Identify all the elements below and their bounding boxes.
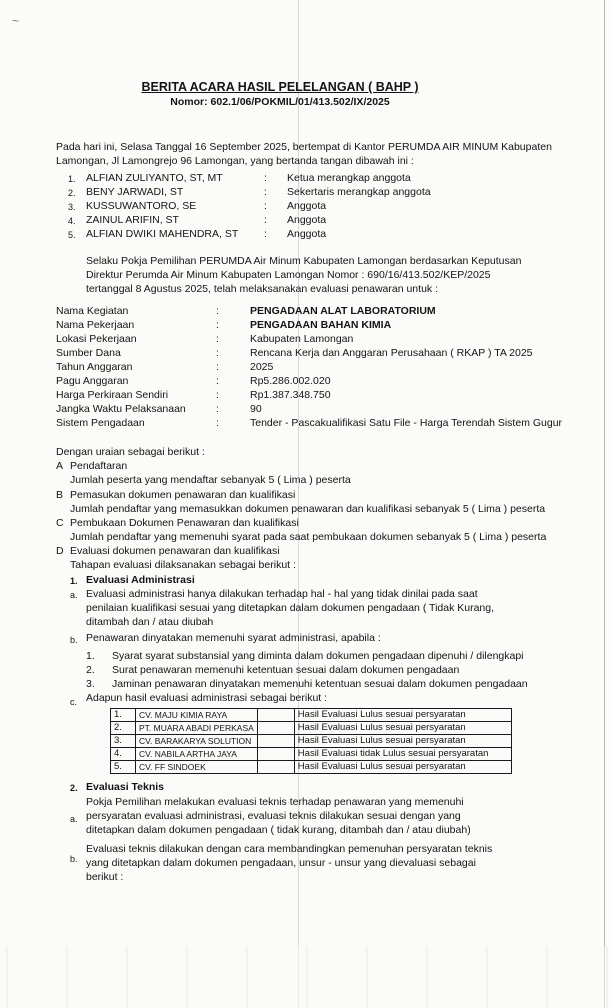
detail-label: Lokasi Pekerjaan xyxy=(56,333,137,345)
result-spacer xyxy=(257,722,294,735)
section-letter: A xyxy=(56,460,64,472)
result-no: 4. xyxy=(111,748,136,761)
result-company: CV. BARAKARYA SOLUTION xyxy=(136,735,258,748)
detail-label: Pagu Anggaran xyxy=(56,375,129,387)
result-spacer xyxy=(257,748,294,761)
detail-label: Sistem Pengadaan xyxy=(56,417,145,429)
requirement-no: 2. xyxy=(86,664,95,676)
admin-b-text: Penawaran dinyatakan memenuhi syarat administrasi, apabila : xyxy=(86,632,381,644)
intro-paragraph: Pada hari ini, Selasa Tanggal 16 September 2025, bertempat di Kantor PERUMDA AIR MINUM Kabupaten Lamongan, Jl Lamongrejo 96 Lamongan, yang bertanda tangan dibawah ini : xyxy=(56,141,552,167)
document-number: Nomor: 602.1/06/POKMIL/01/413.502/IX/2025 xyxy=(170,96,390,108)
scan-mark: ~ xyxy=(12,14,20,28)
section-title: Pendaftaran xyxy=(70,460,128,472)
result-status: Hasil Evaluasi Lulus sesuai persyaratan xyxy=(294,722,511,735)
member-no: 1. xyxy=(68,174,76,184)
detail-sep: : xyxy=(216,375,219,387)
result-no: 5. xyxy=(111,761,136,774)
table-row xyxy=(111,735,512,748)
member-role: Anggota xyxy=(287,200,327,212)
section-title: Evaluasi dokumen penawaran dan kualifikasi xyxy=(70,545,280,557)
result-no: 3. xyxy=(111,735,136,748)
result-status: Hasil Evaluasi Lulus sesuai persyaratan xyxy=(294,709,511,722)
table-row xyxy=(111,709,512,722)
section-text: Tahapan evaluasi dilaksanakan sebagai berikut : xyxy=(70,559,296,571)
detail-value: Rp5.286.002.020 xyxy=(250,375,331,387)
requirement-no: 1. xyxy=(86,650,95,662)
admin-title: Evaluasi Administrasi xyxy=(86,574,195,586)
member-sep: : xyxy=(264,200,267,212)
admin-c-label: c. xyxy=(70,697,78,707)
result-spacer xyxy=(257,761,294,774)
detail-label: Sumber Dana xyxy=(56,347,121,359)
admin-number: 1. xyxy=(70,576,78,586)
detail-sep: : xyxy=(216,319,219,331)
technical-b-text: Evaluasi teknis dilakukan dengan cara membandingkan pemenuhan persyaratan teknis yang ditetapkan dalam dokumen pengadaan, unsur - unsur yang dievaluasi sebagai berikut : xyxy=(86,843,493,883)
detail-label: Tahun Anggaran xyxy=(56,361,133,373)
section-title: Pembukaan Dokumen Penawaran dan kualifikasi xyxy=(70,517,299,529)
member-name: BENY JARWADI, ST xyxy=(86,186,184,198)
detail-value: PENGADAAN BAHAN KIMIA xyxy=(250,319,392,331)
requirement-text: Syarat syarat substansial yang diminta dalam dokumen pengadaan dipenuhi / dilengkapi xyxy=(112,650,524,662)
result-company: CV. NABILA ARTHA JAYA xyxy=(136,748,258,761)
member-role: Ketua merangkap anggota xyxy=(287,172,411,184)
detail-value: 2025 xyxy=(250,361,274,373)
scan-edge-line xyxy=(604,0,605,1008)
admin-a-label: a. xyxy=(70,590,78,600)
table-row xyxy=(111,748,512,761)
detail-label: Harga Perkiraan Sendiri xyxy=(56,389,169,401)
requirement-no: 3. xyxy=(86,678,95,690)
section-text: Jumlah pendaftar yang memasukkan dokumen penawaran dan kualifikasi sebanyak 5 ( Lima ) peserta xyxy=(70,503,546,515)
technical-number: 2. xyxy=(70,783,78,793)
technical-a-text: Pokja Pemilihan melakukan evaluasi teknis terhadap penawaran yang memenuhi persyaratan evaluasi administrasi, evaluasi teknis dilakukan sesuai dengan yang ditetapkan dalam dokumen pengadaan ( tidak kurang, ditambah dan / atau diubah) xyxy=(86,796,471,836)
admin-result-table xyxy=(110,708,512,774)
result-status: Hasil Evaluasi Lulus sesuai persyaratan xyxy=(294,735,511,748)
technical-a-label: a. xyxy=(70,814,78,824)
detail-label: Nama Pekerjaan xyxy=(56,319,135,331)
description-intro: Dengan uraian sebagai berikut : xyxy=(56,446,205,458)
requirement-text: Surat penawaran memenuhi ketentuan sesuai dalam dokumen pengadaan xyxy=(112,664,460,676)
detail-value: Kabupaten Lamongan xyxy=(250,333,354,345)
member-role: Sekertaris merangkap anggota xyxy=(287,186,431,198)
detail-label: Nama Kegiatan xyxy=(56,305,129,317)
detail-sep: : xyxy=(216,403,219,415)
member-role: Anggota xyxy=(287,214,327,226)
detail-value: PENGADAAN ALAT LABORATORIUM xyxy=(250,305,436,317)
section-text: Jumlah peserta yang mendaftar sebanyak 5 ( Lima ) peserta xyxy=(70,474,351,486)
detail-sep: : xyxy=(216,333,219,345)
detail-label: Jangka Waktu Pelaksanaan xyxy=(56,403,186,415)
document-title: BERITA ACARA HASIL PELELANGAN ( BAHP ) xyxy=(141,80,419,94)
detail-value: Rp1.387.348.750 xyxy=(250,389,331,401)
result-spacer xyxy=(257,709,294,722)
requirement-text: Jaminan penawaran dinyatakan memenuhi ketentuan sesuai dalam dokumen pengadaan xyxy=(112,678,528,690)
member-no: 2. xyxy=(68,188,76,198)
technical-title: Evaluasi Teknis xyxy=(86,781,165,793)
section-title: Pemasukan dokumen penawaran dan kualifikasi xyxy=(70,489,296,501)
detail-value: Rencana Kerja dan Anggaran Perusahaan ( RKAP ) TA 2025 xyxy=(250,347,533,359)
section-letter: B xyxy=(56,489,64,501)
section-text: Jumlah pendaftar yang memenuhi syarat pada saat pembukaan dokumen sebanyak 5 ( Lima ) peserta xyxy=(70,531,547,543)
member-no: 5. xyxy=(68,230,76,240)
detail-sep: : xyxy=(216,305,219,317)
member-sep: : xyxy=(264,172,267,184)
detail-value: Tender - Pascakualifikasi Satu File - Harga Terendah Sistem Gugur xyxy=(250,417,563,429)
member-name: ZAINUL ARIFIN, ST xyxy=(86,214,179,226)
result-company: CV. FF SINDOEK xyxy=(136,761,258,774)
member-name: ALFIAN ZULIYANTO, ST, MT xyxy=(86,172,223,184)
member-no: 3. xyxy=(68,202,76,212)
result-status: Hasil Evaluasi tidak Lulus sesuai persyaratan xyxy=(294,748,511,761)
detail-sep: : xyxy=(216,417,219,429)
member-sep: : xyxy=(264,186,267,198)
member-role: Anggota xyxy=(287,228,327,240)
technical-b-label: b. xyxy=(70,854,78,864)
result-spacer xyxy=(257,735,294,748)
member-sep: : xyxy=(264,214,267,226)
table-row xyxy=(111,761,512,774)
member-no: 4. xyxy=(68,216,76,226)
detail-sep: : xyxy=(216,389,219,401)
detail-value: 90 xyxy=(250,403,262,415)
committee-paragraph: Selaku Pokja Pemilihan PERUMDA Air Minum Kabupaten Lamongan berdasarkan Keputusan Direktur Perumda Air Minum Kabupaten Lamongan Nomor : 690/16/413.502/KEP/2025 tertanggal 8 Agustus 2025, telah melaksanakan evaluasi penawaran untuk : xyxy=(86,255,522,295)
section-letter: C xyxy=(56,517,64,529)
admin-a-text: Evaluasi administrasi hanya dilakukan terhadap hal - hal yang tidak dinilai pada saat penilaian kualifikasi sesuai yang ditetapkan dalam dokumen pengadaan ( Tidak Kurang, ditambah dan / atau diubah xyxy=(86,588,495,628)
admin-c-text: Adapun hasil evaluasi administrasi sebagai berikut : xyxy=(86,692,328,704)
result-no: 2. xyxy=(111,722,136,735)
result-status: Hasil Evaluasi Lulus sesuai persyaratan xyxy=(294,761,511,774)
table-row xyxy=(111,722,512,735)
detail-sep: : xyxy=(216,361,219,373)
section-letter: D xyxy=(56,545,64,557)
result-no: 1. xyxy=(111,709,136,722)
scan-artifact-strip xyxy=(0,946,612,1008)
result-company: PT. MUARA ABADI PERKASA xyxy=(136,722,258,735)
detail-sep: : xyxy=(216,347,219,359)
member-sep: : xyxy=(264,228,267,240)
member-name: KUSSUWANTORO, SE xyxy=(86,200,197,212)
admin-b-label: b. xyxy=(70,635,78,645)
member-name: ALFIAN DWIKI MAHENDRA, ST xyxy=(86,228,239,240)
result-company: CV. MAJU KIMIA RAYA xyxy=(136,709,258,722)
